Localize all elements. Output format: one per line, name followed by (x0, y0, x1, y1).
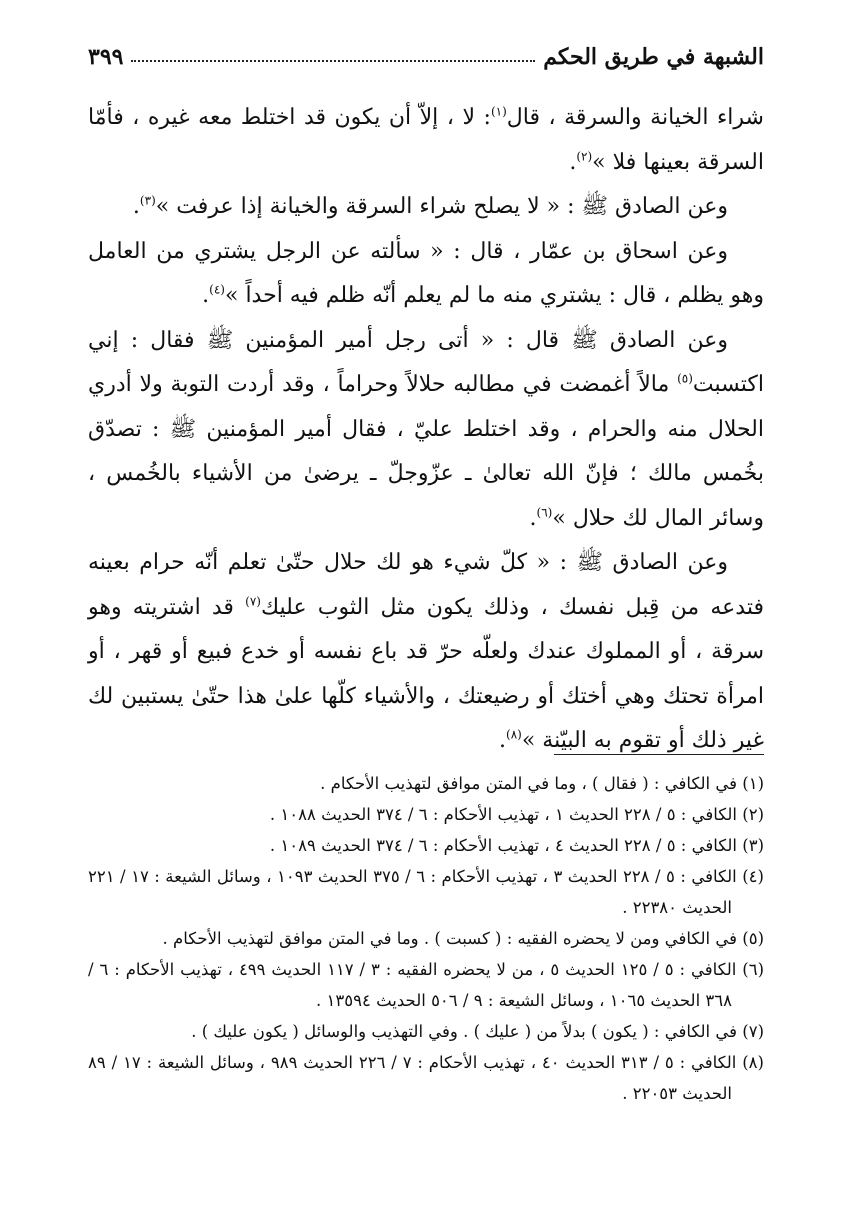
footnote-ref-5[interactable]: (٥) (677, 371, 693, 386)
footnote-separator (554, 754, 764, 755)
paragraph-2 (88, 185, 764, 230)
main-text (88, 96, 764, 764)
running-title: الشبهة في طريق الحكم (543, 44, 764, 70)
paragraph-5-text-2: قد اشتريته وهو سرقة ، أو المملوك عندك ولعلّه حرّ قد باع نفسه أو خدع فبيع أو قهر ، أو امرأة تحتك وهي أختك أو رضيعتك ، والأشياء كلّها علىٰ هذا حتّىٰ يستبين لك غير ذلك أو تقوم به البيّنة » (88, 594, 764, 753)
leader-dots (131, 60, 535, 62)
footnote-2: (٢) الكافي : ٥ / ٢٢٨ الحديث ١ ، تهذيب الأحكام : ٦ / ٣٧٤ الحديث ١٠٨٨ . (269, 805, 764, 824)
paragraph-4-text-2: مالاً أغمضت في مطالبه حلالاً وحراماً ، وقد أردت التوبة ولا أدري الحلال منه والحرام ، وقد اختلط عليّ ، فقال أمير المؤمنين ﷺ : تصدّق بخُمس مالك ؛ فإنّ الله تعالىٰ ـ عزّوجلّ ـ يرضىٰ من الأشياء بالخُمس ، وسائر المال لك حلال » (88, 372, 764, 531)
footnote-4: (٤) الكافي : ٥ / ٢٢٨ الحديث ٣ ، تهذيب الأحكام : ٦ / ٣٧٥ الحديث ١٠٩٣ ، وسائل الشيعة : ١٧ / ٢٢١ الحديث ٢٢٣٨٠ . (88, 867, 764, 917)
paragraph-4 (88, 319, 764, 542)
footnote-ref-7[interactable]: (٧) (245, 594, 261, 609)
paragraph-3 (88, 230, 764, 319)
paragraph-1 (88, 96, 764, 185)
paragraph-1-text-3: . (569, 149, 577, 175)
footnote-ref-3[interactable]: (٣) (139, 193, 156, 208)
paragraph-3-text-2: . (202, 283, 210, 308)
page-number: ٣٩٩ (88, 44, 124, 70)
footnote-ref-8[interactable]: (٨) (506, 727, 522, 742)
paragraph-5-text: وعن الصادق ﷺ : « كلّ شيء هو لك حلال حتّىٰ تعلم أنّه حرام بعينه فتدعه من قِبل نفسك ، وذلك يكون مثل الثوب عليك (88, 550, 764, 620)
footnote-5: (٥) في الكافي ومن لا يحضره الفقيه : ( كسبت ) . وما في المتن موافق لتهذيب الأحكام . (162, 929, 764, 948)
footnote-1: (١) في الكافي : ( فقال ) ، وما في المتن موافق لتهذيب الأحكام . (320, 774, 764, 793)
footnote-ref-2[interactable]: (٢) (576, 149, 593, 164)
paragraph-5 (88, 541, 764, 764)
paragraph-2-text: وعن الصادق ﷺ : « لا يصلح شراء السرقة والخيانة إذا عرفت » (155, 194, 728, 219)
footnote-6: (٦) الكافي : ٥ / ١٢٥ الحديث ٥ ، من لا يحضره الفقيه : ٣ / ١١٧ الحديث ٤٩٩ ، تهذيب الأحكام : ٦ / ٣٦٨ الحديث ١٠٦٥ ، وسائل الشيعة : ٩ / ٥٠٦ الحديث ١٣٥٩٤ . (88, 960, 764, 1010)
footnote-3: (٣) الكافي : ٥ / ٢٢٨ الحديث ٤ ، تهذيب الأحكام : ٦ / ٣٧٤ الحديث ١٠٨٩ . (269, 836, 764, 855)
paragraph-1-text-2: : لا ، إلاّ أن يكون قد اختلط معه غيره ، فأمّا السرقة بعينها فلا » (88, 105, 764, 175)
footnote-8: (٨) الكافي : ٥ / ٣١٣ الحديث ٤٠ ، تهذيب الأحكام : ٧ / ٢٢٦ الحديث ٩٨٩ ، وسائل الشيعة : ١٧ / ٨٩ الحديث ٢٢٠٥٣ . (88, 1053, 764, 1103)
footnote-7: (٧) في الكافي : ( يكون ) بدلاً من ( عليك ) . وفي التهذيب والوسائل ( يكون عليك ) . (191, 1022, 764, 1041)
running-header (88, 34, 764, 70)
footnote-ref-1[interactable]: (١) (490, 104, 507, 119)
paragraph-4-text: وعن الصادق ﷺ قال : « أتى رجل أمير المؤمنين ﷺ فقال : إني اكتسبت (88, 327, 764, 397)
paragraph-2-text-2: . (132, 194, 140, 219)
paragraph-5-text-3: . (499, 728, 506, 753)
paragraph-3-text: وعن اسحاق بن عمّار ، قال : « سألته عن الرجل يشتري من العامل وهو يظلم ، قال : يشتري منه ما لم يعلم أنّه ظلم فيه أحداً » (88, 238, 764, 308)
footnotes (88, 768, 764, 1109)
footnote-ref-6[interactable]: (٦) (536, 505, 553, 520)
paragraph-1-text: شراء الخيانة والسرقة ، قال (506, 105, 764, 130)
footnote-ref-4[interactable]: (٤) (209, 282, 225, 297)
paragraph-4-text-3: . (529, 505, 537, 531)
